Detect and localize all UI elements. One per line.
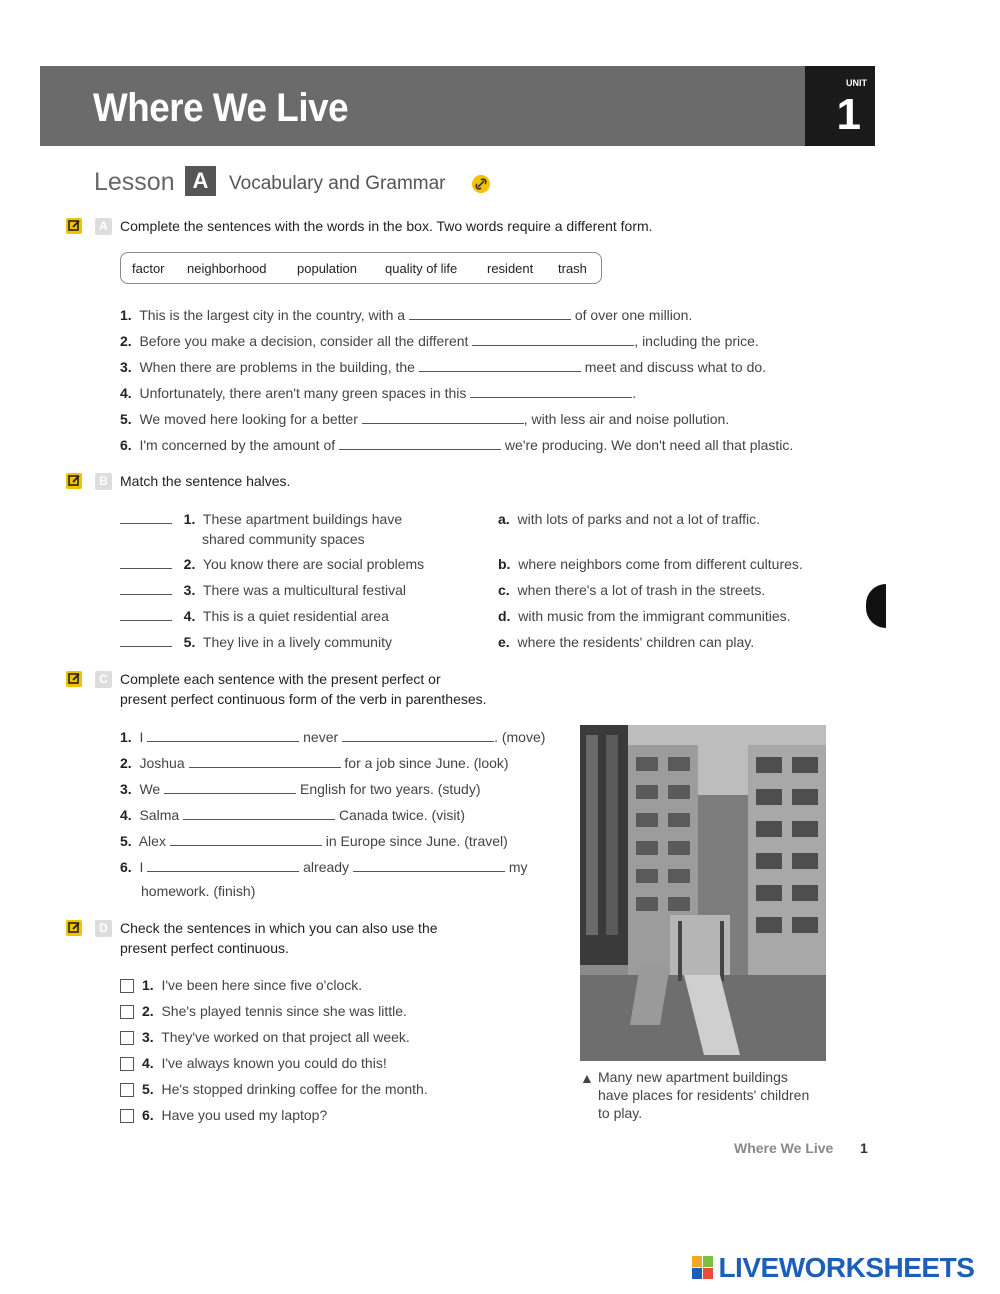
match-blank[interactable]	[120, 557, 172, 569]
checkbox[interactable]	[120, 1109, 134, 1123]
answer-blank[interactable]	[409, 308, 571, 320]
checkbox[interactable]	[120, 979, 134, 993]
page-title: Where We Live	[93, 86, 349, 130]
logo-text: LIVEWORKSHEETS	[718, 1252, 975, 1283]
caption-marker: ▲	[580, 1070, 594, 1086]
logo-icon	[692, 1256, 714, 1280]
section-a-item: 5. We moved here looking for a better , with less air and noise pollution.	[120, 411, 730, 427]
match-blank[interactable]	[120, 635, 172, 647]
section-c-item: 5. Alex in Europe since June. (travel)	[120, 833, 508, 849]
photo-caption-3: to play.	[598, 1105, 643, 1121]
match-blank[interactable]	[120, 583, 172, 595]
section-d-instruction-1: Check the sentences in which you can also use the	[120, 920, 438, 936]
match-right-item: e. where the residents' children can play.	[498, 634, 755, 650]
section-a-item: 3. When there are problems in the building, the meet and discuss what to do.	[120, 359, 767, 375]
word-box-item: trash	[558, 261, 587, 276]
photo-caption-2: have places for residents' children	[598, 1087, 810, 1103]
word-box-item: population	[297, 261, 357, 276]
section-a-item: 1. This is the largest city in the country, with a of over one million.	[120, 307, 693, 323]
answer-blank[interactable]	[183, 808, 335, 820]
word-box-item: factor	[132, 261, 165, 276]
match-left-item: 2. You know there are social problems	[120, 556, 424, 572]
edit-icon	[66, 920, 82, 936]
checkbox[interactable]	[120, 1083, 134, 1097]
unit-box	[805, 66, 875, 146]
answer-blank[interactable]	[362, 412, 524, 424]
section-c-item: 6. I already my	[120, 859, 528, 875]
page-number: 1	[860, 1140, 868, 1156]
section-c-instruction-2: present perfect continuous form of the verb in parentheses.	[120, 691, 487, 707]
section-c-item: 2. Joshua for a job since June. (look)	[120, 755, 509, 771]
answer-blank[interactable]	[472, 334, 634, 346]
section-a-item: 6. I'm concerned by the amount of we're producing. We don't need all that plastic.	[120, 437, 794, 453]
word-box-item: quality of life	[385, 261, 458, 276]
match-left-item: 4. This is a quiet residential area	[120, 608, 389, 624]
unit-number: 1	[836, 90, 861, 139]
answer-blank[interactable]	[189, 756, 341, 768]
match-right-item: b. where neighbors come from different cultures.	[498, 556, 803, 572]
answer-blank[interactable]	[342, 730, 494, 742]
section-c-badge: C	[95, 671, 112, 688]
liveworksheets-logo	[692, 1252, 974, 1284]
edit-icon	[66, 218, 82, 234]
answer-blank[interactable]	[339, 438, 501, 450]
section-c-item: 1. I never . (move)	[120, 729, 546, 745]
section-a-item: 4. Unfortunately, there aren't many green spaces in this .	[120, 385, 637, 401]
word-box-item: resident	[487, 261, 534, 276]
edit-icon	[66, 473, 82, 489]
match-left-item: 3. There was a multicultural festival	[120, 582, 406, 598]
section-c-item: 4. Salma Canada twice. (visit)	[120, 807, 465, 823]
link-icon[interactable]	[472, 175, 490, 193]
unit-label: UNIT	[846, 78, 867, 88]
section-d-item: 2. She's played tennis since she was little.	[120, 1003, 407, 1019]
lesson-letter: A	[185, 166, 216, 196]
section-d-item: 6. Have you used my laptop?	[120, 1107, 327, 1123]
section-a-item: 2. Before you make a decision, consider all the different , including the price.	[120, 333, 759, 349]
section-a-badge: A	[95, 218, 112, 235]
checkbox[interactable]	[120, 1057, 134, 1071]
lesson-word: Lesson	[94, 168, 175, 196]
photo-caption-1: Many new apartment buildings	[598, 1069, 788, 1085]
apartment-photo	[580, 725, 826, 1061]
section-d-instruction-2: present perfect continuous.	[120, 940, 289, 956]
section-b-instruction: Match the sentence halves.	[120, 473, 291, 489]
answer-blank[interactable]	[419, 360, 581, 372]
answer-blank[interactable]	[164, 782, 296, 794]
edit-icon	[66, 671, 82, 687]
word-box-item: neighborhood	[187, 261, 267, 276]
footer-title: Where We Live	[734, 1140, 834, 1156]
checkbox[interactable]	[120, 1005, 134, 1019]
match-right-item: c. when there's a lot of trash in the streets.	[498, 582, 766, 598]
section-c-item: 3. We English for two years. (study)	[120, 781, 481, 797]
side-tab	[866, 584, 886, 628]
section-d-item: 4. I've always known you could do this!	[120, 1055, 387, 1071]
answer-blank[interactable]	[470, 386, 632, 398]
answer-blank[interactable]	[170, 834, 322, 846]
answer-blank[interactable]	[147, 860, 299, 872]
section-b-badge: B	[95, 473, 112, 490]
checkbox[interactable]	[120, 1031, 134, 1045]
answer-blank[interactable]	[147, 730, 299, 742]
section-c-item-cont: homework. (finish)	[141, 883, 256, 899]
match-blank[interactable]	[120, 512, 172, 524]
lesson-subtitle: Vocabulary and Grammar	[229, 173, 446, 194]
section-d-badge: D	[95, 920, 112, 937]
match-left-item: 1. These apartment buildings have	[120, 511, 402, 527]
match-left-item-cont: shared community spaces	[202, 531, 365, 547]
word-box	[120, 252, 602, 284]
section-a-instruction: Complete the sentences with the words in the box. Two words require a different form.	[120, 218, 653, 234]
section-d-item: 1. I've been here since five o'clock.	[120, 977, 362, 993]
section-c-instruction-1: Complete each sentence with the present perfect or	[120, 671, 441, 687]
match-right-item: d. with music from the immigrant communities.	[498, 608, 791, 624]
answer-blank[interactable]	[353, 860, 505, 872]
section-d-item: 5. He's stopped drinking coffee for the month.	[120, 1081, 428, 1097]
section-d-item: 3. They've worked on that project all week.	[120, 1029, 410, 1045]
match-blank[interactable]	[120, 609, 172, 621]
match-left-item: 5. They live in a lively community	[120, 634, 392, 650]
match-right-item: a. with lots of parks and not a lot of traffic.	[498, 511, 761, 527]
